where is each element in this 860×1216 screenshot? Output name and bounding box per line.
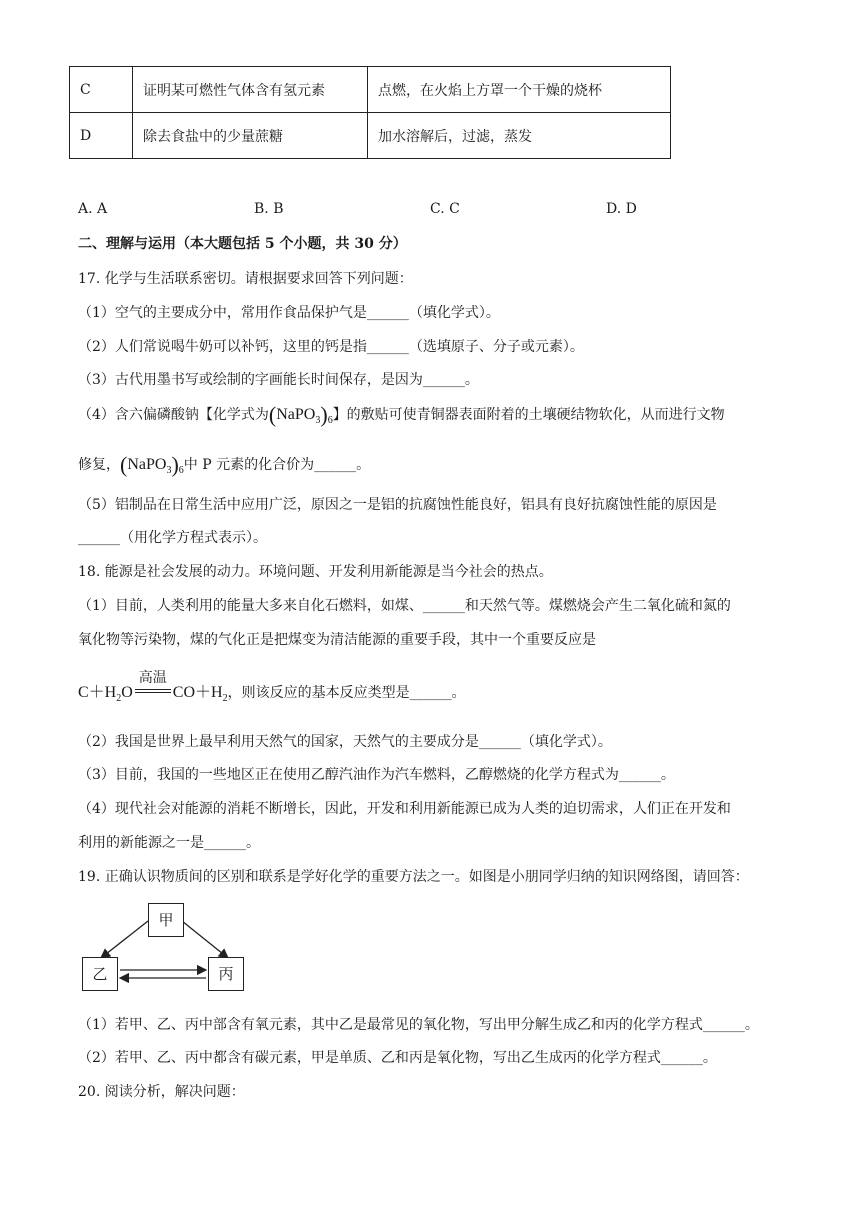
q19-stem: 19. 正确认识物质间的区别和联系是学好化学的重要方法之一。如图是小朋同学归纳的知识网络图，请回答： [78, 869, 749, 885]
answer-choice-c: C. C [430, 201, 460, 217]
equals-sign [135, 689, 171, 693]
knowledge-network-diagram [78, 895, 258, 995]
experiment-method: 点燃，在火焰上方罩一个干燥的烧杯 [368, 67, 671, 113]
q18-part3: （3）目前，我国的一些地区正在使用乙醇汽油作为汽车燃料，乙醇燃烧的化学方程式为______。 [78, 767, 675, 783]
box-bing: 丙 [208, 957, 244, 991]
reaction-condition [133, 670, 173, 702]
q19-part1: （1）若甲、乙、丙中部含有氧元素，其中乙是最常见的氧化物，写出甲分解生成乙和丙的化学方程式______。 [78, 1017, 759, 1033]
q17-stem: 17. 化学与生活联系密切。请根据要求回答下列问题： [78, 271, 413, 287]
q17-part4-text-c: 修复， [78, 457, 120, 473]
chemical-equation [78, 670, 228, 704]
q18-part1-line1: （1）目前，人类利用的能量大多来自化石燃料，如煤、______和天然气等。煤燃烧会产生二氧化硫和氮的 [78, 598, 731, 614]
q18-part1-line2: 氧化物等污染物，煤的气化正是把煤变为清洁能源的重要手段，其中一个重要反应是 [78, 632, 596, 648]
arrow-jia-to-bing [182, 921, 228, 958]
formula-sub: 6 [327, 415, 333, 426]
eq-o: O [121, 684, 133, 701]
q17-part1: （1）空气的主要成分中，常用作食品保护气是______（填化学式）。 [78, 305, 500, 321]
experiment-method: 加水溶解后，过滤，蒸发 [368, 113, 671, 159]
q20-stem: 20. 阅读分析，解决问题： [78, 1084, 245, 1100]
q18-part4-line1: （4）现代社会对能源的消耗不断增长，因此，开发和利用新能源已成为人类的迫切需求，人们正在开发和 [78, 801, 731, 817]
answer-choice-b: B. B [254, 201, 284, 217]
formula-main: NaPO [276, 406, 316, 423]
eq-left: C＋H [78, 684, 117, 701]
eq-sub: 2 [116, 693, 122, 704]
q17-part2: （2）人们常说喝牛奶可以补钙，这里的钙是指______（选填原子、分子或元素）。 [78, 339, 584, 355]
q17-part4-text-a: （4）含六偏磷酸钠【化学式为 [78, 407, 269, 423]
chemical-formula: $(NaPO_3)_6$ [120, 452, 184, 477]
formula-sub: 6 [178, 465, 184, 476]
table-row [70, 113, 671, 159]
arrow-jia-to-yi [101, 921, 148, 958]
options-table [69, 66, 671, 159]
eq-right: CO＋H [172, 684, 223, 701]
chemical-formula: $(NaPO_3)_6$ [268, 402, 333, 427]
answer-choice-a: A. A [78, 201, 108, 217]
formula-sub: 3 [166, 465, 172, 476]
option-letter: D [70, 113, 133, 159]
box-yi: 乙 [82, 957, 118, 991]
q18-equation-line [78, 670, 466, 704]
q18-part2: （2）我国是世界上最早利用天然气的国家，天然气的主要成分是______（填化学式）。 [78, 734, 612, 750]
q17-part4-line2 [78, 452, 370, 478]
answer-choice-d: D. D [606, 201, 637, 217]
option-letter: C [70, 67, 133, 113]
q17-part5-line2: ______（用化学方程式表示）。 [78, 530, 267, 546]
q18-stem: 18. 能源是社会发展的动力。环境问题、开发利用新能源是当今社会的热点。 [78, 564, 553, 580]
q19-part2: （2）若甲、乙、丙中都含有碳元素，甲是单质、乙和丙是氧化物，写出乙生成丙的化学方程式______。 [78, 1050, 717, 1066]
section-title: 二、理解与运用（本大题包括 5 个小题，共 30 分） [78, 236, 407, 252]
formula-sub: 3 [315, 415, 321, 426]
q18-part1-text-c: ，则该反应的基本反应类型是______。 [227, 685, 466, 701]
q17-part4-text-d: 中 P 元素的化合价为______。 [183, 457, 371, 473]
q17-part4-line1 [78, 402, 725, 428]
box-jia: 甲 [148, 903, 184, 937]
experiment-purpose: 除去食盐中的少量蔗糖 [133, 113, 368, 159]
condition-label: 高温 [138, 670, 167, 686]
formula-main: NaPO [127, 456, 167, 473]
q17-part3: （3）古代用墨书写或绘制的字画能长时间保存，是因为______。 [78, 372, 479, 388]
q17-part4-text-b: 】的敷贴可使青铜器表面附着的土壤硬结物软化，从而进行文物 [332, 407, 725, 423]
experiment-purpose: 证明某可燃性气体含有氢元素 [133, 67, 368, 113]
table-row [70, 67, 671, 113]
q17-part5-line1: （5）铝制品在日常生活中应用广泛，原因之一是铝的抗腐蚀性能良好，铝具有良好抗腐蚀性能的原因是 [78, 497, 717, 513]
q18-part4-line2: 利用的新能源之一是______。 [78, 835, 260, 851]
eq-sub: 2 [222, 693, 228, 704]
